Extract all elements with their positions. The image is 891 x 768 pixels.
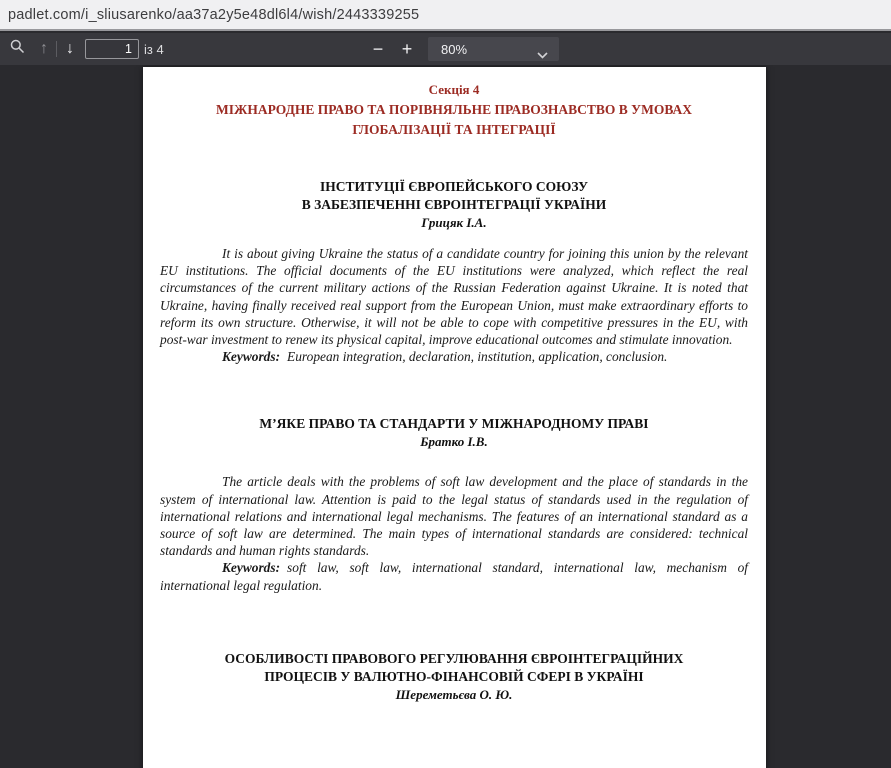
chevron-down-icon [537, 46, 548, 64]
keywords-label: Keywords: [222, 560, 281, 576]
toolbar-separator [56, 41, 57, 57]
arrow-up-icon: ↑ [40, 40, 48, 57]
zoom-level-dropdown[interactable] [428, 37, 559, 61]
pdf-page-1 [143, 67, 766, 768]
keywords-text: soft law, soft law, international standard, international law, mechanism of international legal regulation. [160, 560, 748, 593]
article-title: В ЗАБЕЗПЕЧЕННІ ЄВРОІНТЕГРАЦІЇ УКРАЇНИ [301, 197, 607, 212]
arrow-down-icon: ↓ [66, 40, 74, 57]
article-abstract: It is about giving Ukraine the status of a candidate country for joining this union by the relevant EU institutions. The official documents of the EU institutions were analyzed, which reflect the real circumstances of the current military actions of the Russian Federation against Ukraine. It is noted that Ukraine, having finally received real support from the European Union, must make extraordinary efforts to reform its own structure. Otherwise, it will not be able to cope with competitive pressures in the EU, with post-war investment to renew its physical capital, improve educational outcomes and stimulate innovation. [160, 246, 748, 348]
page-number-input[interactable] [85, 39, 139, 59]
previous-page-button[interactable] [32, 33, 56, 65]
search-icon [10, 39, 25, 59]
keywords-text: European integration, declaration, institution, application, conclusion. [287, 349, 668, 365]
minus-icon: − [372, 38, 384, 59]
url-text[interactable]: padlet.com/i_sliusarenko/aa37a2y5e48dl6l4/wish/2443339255 [8, 6, 420, 23]
section-title-line-2: ГЛОБАЛІЗАЦІЇ ТА ІНТЕГРАЦІЇ [352, 122, 556, 137]
zoom-level-value: 80% [441, 41, 468, 57]
article-abstract: The article deals with the problems of soft law development and the place of standards in the system of international law. Attention is paid to the legal status of standards used in the regulation of international relations and international legal mechanisms. The features of an international standard as a source of soft law are determined. The main types of international standards are considered: technical standards and human rights standards. [160, 474, 748, 559]
article-title: ПРОЦЕСІВ У ВАЛЮТНО-ФІНАНСОВІЙ СФЕРІ В УКРАЇНІ [264, 668, 644, 684]
plus-icon: + [401, 38, 413, 59]
page-count-label: із 4 [144, 41, 164, 57]
article-author: Братко І.В. [420, 434, 488, 450]
article-keywords [160, 559, 748, 593]
article-author: Шереметьєва О. Ю. [395, 686, 513, 702]
pdf-toolbar [0, 33, 891, 65]
section-header [160, 80, 748, 140]
keywords-label: Keywords: [222, 349, 281, 365]
article-title: М’ЯКЕ ПРАВО ТА СТАНДАРТИ У МІЖНАРОДНОМУ ПРАВІ [259, 416, 649, 432]
article-title: ІНСТИТУЦІЇ ЄВРОПЕЙСЬКОГО СОЮЗУ [319, 179, 589, 194]
zoom-out-button[interactable] [364, 33, 392, 65]
zoom-in-button[interactable] [393, 33, 421, 65]
article-2 [160, 415, 748, 593]
article-keywords [160, 348, 748, 365]
section-title-line-1: МІЖНАРОДНЕ ПРАВО ТА ПОРІВНЯЛЬНЕ ПРАВОЗНАВСТВО В УМОВАХ [216, 102, 692, 117]
article-1 [160, 178, 748, 365]
article-author: Грицяк І.А. [421, 215, 487, 230]
section-kicker: Секція 4 [428, 82, 480, 97]
next-page-button[interactable] [58, 33, 82, 65]
browser-address-bar[interactable] [0, 0, 891, 31]
article-title: ОСОБЛИВОСТІ ПРАВОВОГО РЕГУЛЮВАННЯ ЄВРОІНТЕГРАЦІЙНИХ [224, 650, 684, 666]
pdf-viewer-canvas[interactable] [0, 65, 891, 768]
find-button[interactable] [4, 33, 30, 65]
article-3 [160, 650, 748, 704]
